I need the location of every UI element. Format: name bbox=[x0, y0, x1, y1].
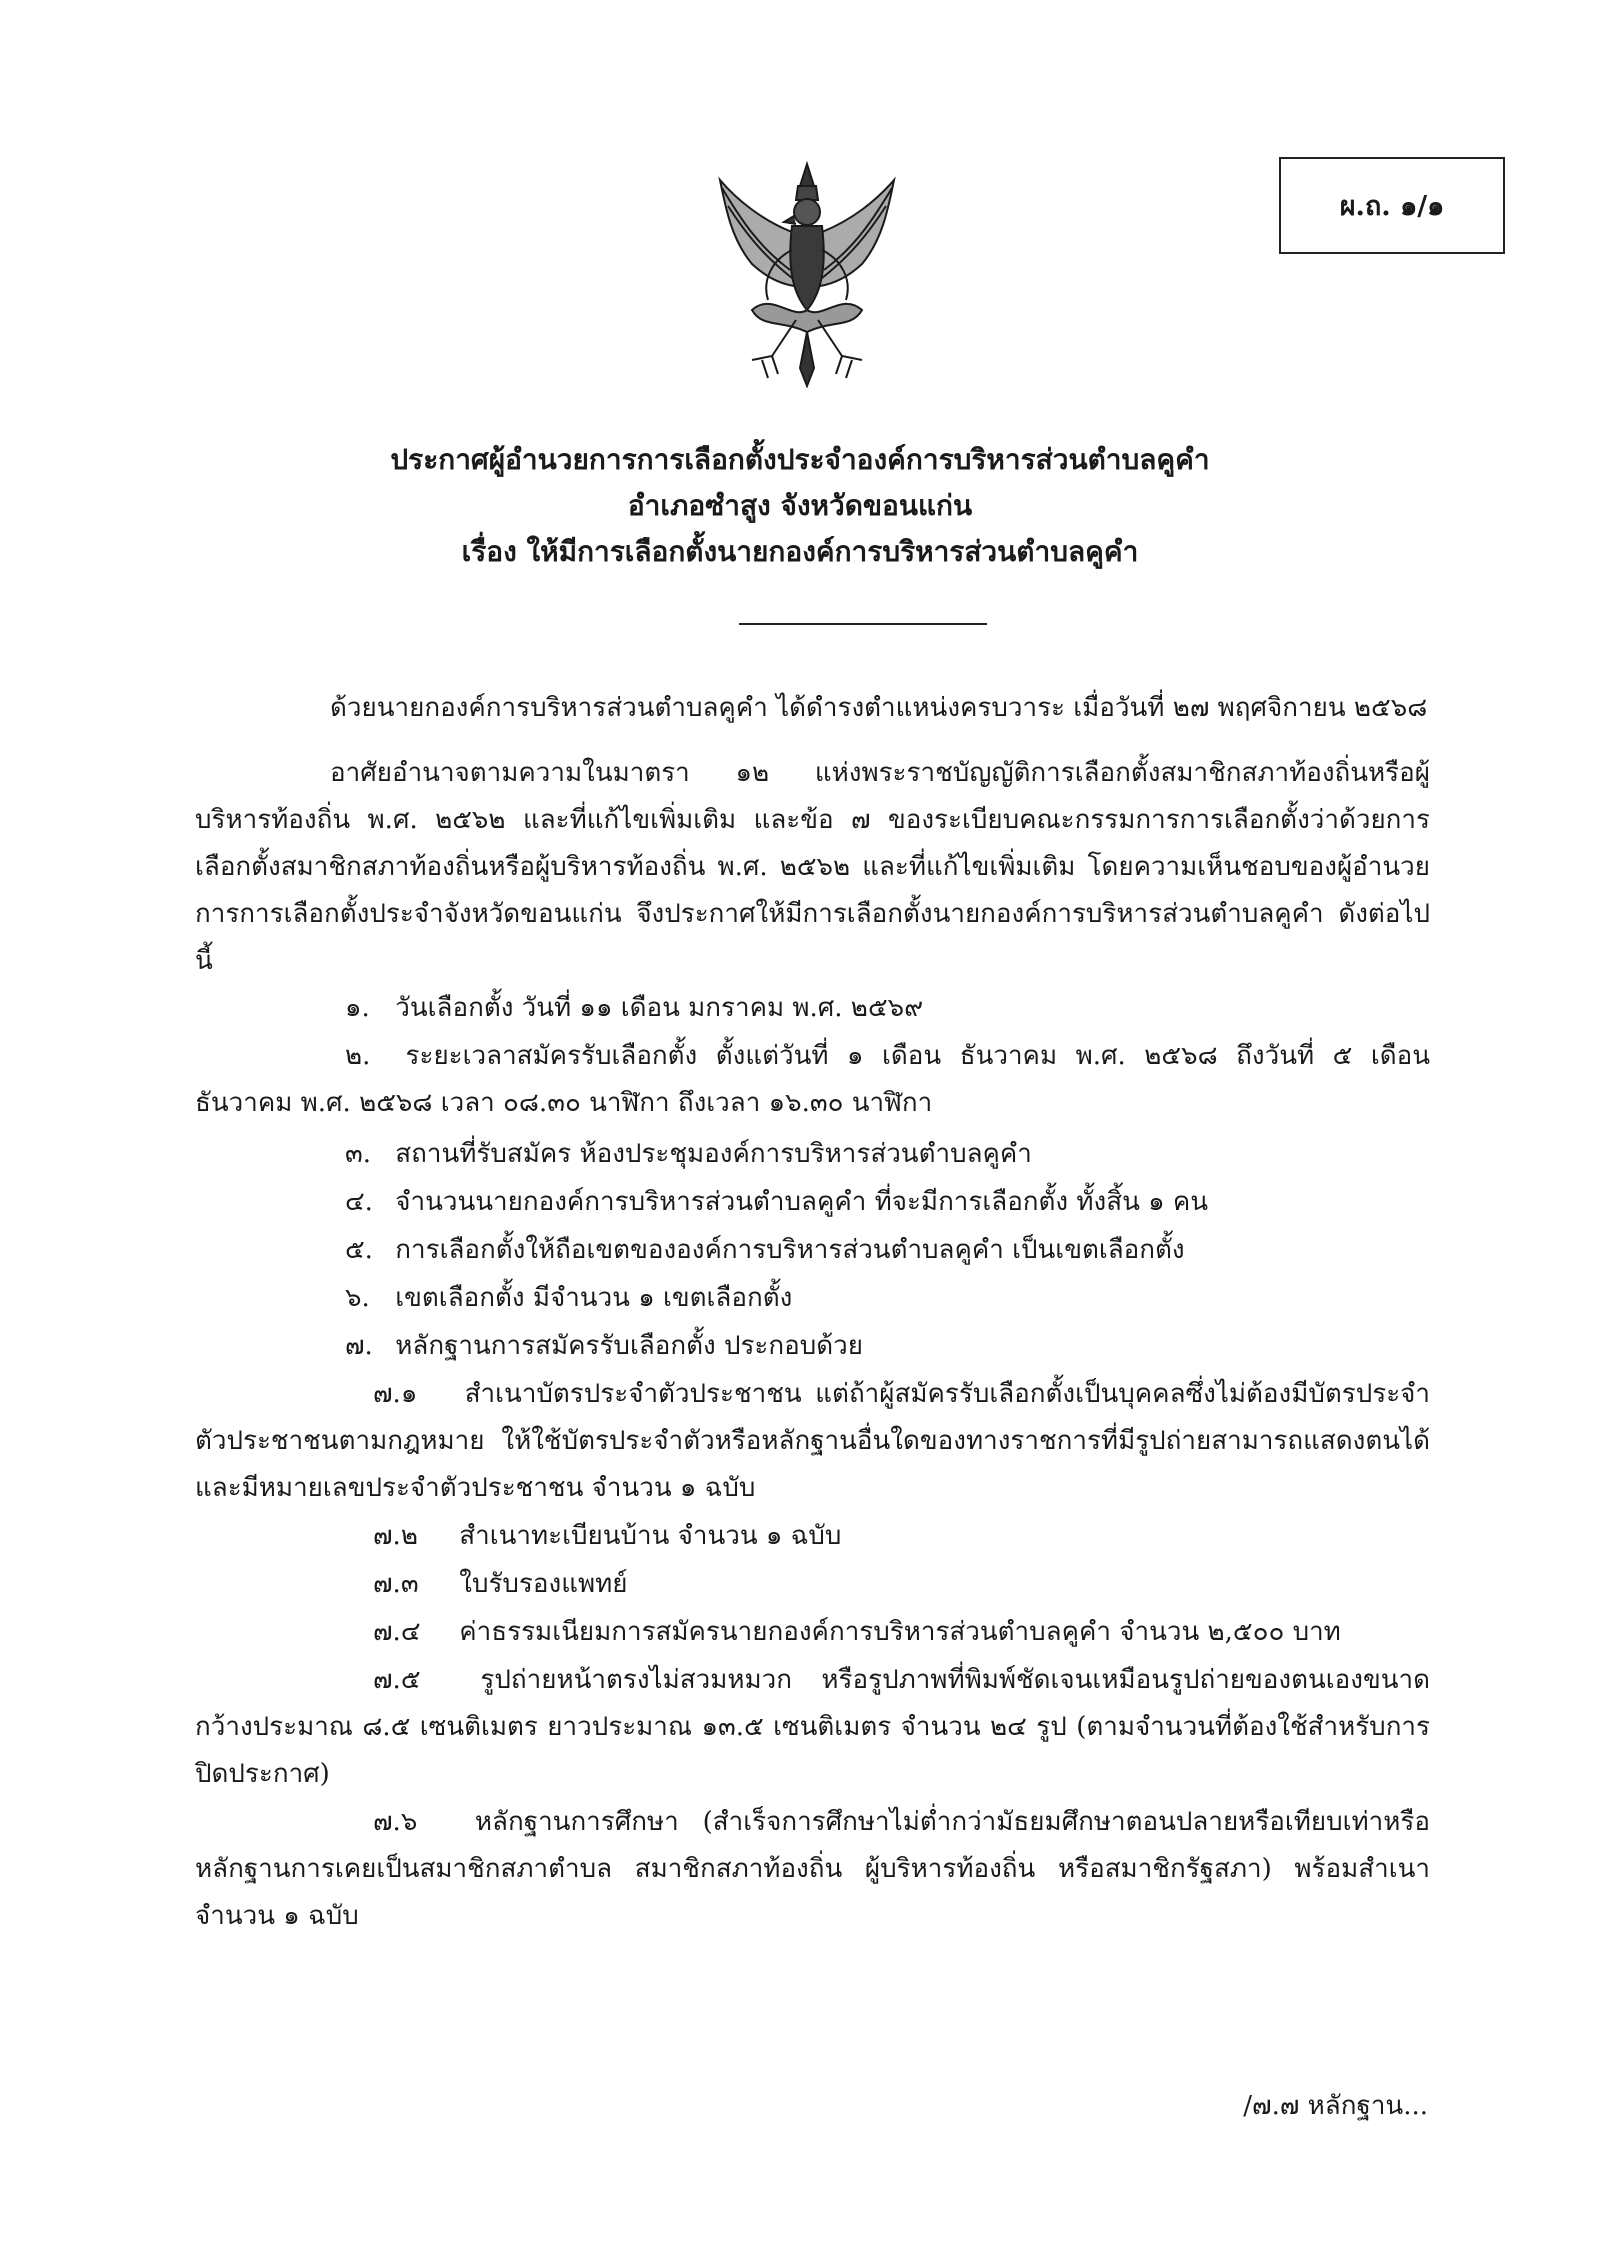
sub-list-item: ๗.๔ ค่าธรรมเนียมการสมัครนายกองค์การบริหารส่วนตำบลคูคำ จำนวน ๒,๕๐๐ บาท bbox=[373, 1617, 1341, 1647]
paragraph-1: ด้วยนายกองค์การบริหารส่วนตำบลคูคำ ได้ดำรงตำแหน่งครบวาระ เมื่อวันที่ ๒๗ พฤศจิกายน ๒๕๖๘ bbox=[330, 693, 1428, 723]
heading-line-2: อำเภอซำสูง จังหวัดขอนแก่น bbox=[627, 489, 973, 522]
heading-line-1: ประกาศผู้อำนวยการการเลือกตั้งประจำองค์การบริหารส่วนตำบลคูคำ bbox=[390, 443, 1210, 476]
list-item: ๕. การเลือกตั้งให้ถือเขตขององค์การบริหารส่วนตำบลคูคำ เป็นเขตเลือกตั้ง bbox=[345, 1235, 1185, 1265]
form-code: ผ.ถ. ๑/๑ bbox=[1339, 191, 1445, 222]
heading-line-3: เรื่อง ให้มีการเลือกตั้งนายกองค์การบริหารส่วนตำบลคูคำ bbox=[461, 535, 1139, 568]
list-item: ๗. หลักฐานการสมัครรับเลือกตั้ง ประกอบด้วย bbox=[345, 1331, 863, 1361]
sub-list-item: ๗.๖ หลักฐานการศึกษา (สำเร็จการศึกษาไม่ต่ำกว่ามัธยมศึกษาตอนปลายหรือเทียบเท่าหรือหลักฐานการเคยเป็นสมาชิกสภาตำบล สมาชิกสภาท้องถิ่น ผู้บริหารท้องถิ่น หรือสมาชิกรัฐสภา) พร้อมสำเนา จำนวน ๑ ฉบับ bbox=[195, 1807, 1430, 1931]
list-item: ๓. สถานที่รับสมัคร ห้องประชุมองค์การบริหารส่วนตำบลคูคำ bbox=[345, 1139, 1032, 1169]
heading-divider bbox=[739, 623, 987, 625]
sub-list-item: ๗.๕ รูปถ่ายหน้าตรงไม่สวมหมวก หรือรูปภาพที่พิมพ์ชัดเจนเหมือนรูปถ่ายของตนเองขนาดกว้างประมาณ ๘.๕ เซนติเมตร ยาวประมาณ ๑๓.๕ เซนติเมตร จำนวน ๒๔ รูป (ตามจำนวนที่ต้องใช้สำหรับการปิดประกาศ) bbox=[195, 1665, 1430, 1789]
paragraph-2: อาศัยอำนาจตามความในมาตรา ๑๒ แห่งพระราชบัญญัติการเลือกตั้งสมาชิกสภาท้องถิ่นหรือผู้บริหารท้องถิ่น พ.ศ. ๒๕๖๒ และที่แก้ไขเพิ่มเติม และข้อ ๗ ของระเบียบคณะกรรมการการเลือกตั้งว่าด้วยการเลือกตั้งสมาชิกสภาท้องถิ่นหรือผู้บริหารท้องถิ่น พ.ศ. ๒๕๖๒ และที่แก้ไขเพิ่มเติม โดยความเห็นชอบของผู้อำนวยการการเลือกตั้งประจำจังหวัดขอนแก่น จึงประกาศให้มีการเลือกตั้งนายกองค์การบริหารส่วนตำบลคูคำ ดังต่อไปนี้ bbox=[195, 758, 1430, 976]
list-item: ๒. ระยะเวลาสมัครรับเลือกตั้ง ตั้งแต่วันที่ ๑ เดือน ธันวาคม พ.ศ. ๒๕๖๘ ถึงวันที่ ๕ เดือน ธันวาคม พ.ศ. ๒๕๖๘ เวลา ๐๘.๓๐ นาฬิกา ถึงเวลา ๑๖.๓๐ นาฬิกา bbox=[195, 1041, 1430, 1118]
garuda-emblem-icon bbox=[712, 160, 902, 388]
list-item: ๖. เขตเลือกตั้ง มีจำนวน ๑ เขตเลือกตั้ง bbox=[345, 1283, 793, 1313]
announcement-body bbox=[195, 685, 1430, 1941]
sub-list-item: ๗.๓ ใบรับรองแพทย์ bbox=[373, 1569, 628, 1599]
sub-list-item: ๗.๑ สำเนาบัตรประจำตัวประชาชน แต่ถ้าผู้สมัครรับเลือกตั้งเป็นบุคคลซึ่งไม่ต้องมีบัตรประจำตัวประชาชนตามกฎหมาย ให้ใช้บัตรประจำตัวหรือหลักฐานอื่นใดของทางราชการที่มีรูปถ่ายสามารถแสดงตนได้และมีหมายเลขประจำตัวประชาชน จำนวน ๑ ฉบับ bbox=[195, 1379, 1431, 1503]
list-item: ๑. วันเลือกตั้ง วันที่ ๑๑ เดือน มกราคม พ.ศ. ๒๕๖๙ bbox=[345, 993, 924, 1023]
continuation-note: /๗.๗ หลักฐาน... bbox=[1243, 2091, 1428, 2121]
list-item: ๔. จำนวนนายกองค์การบริหารส่วนตำบลคูคำ ที่จะมีการเลือกตั้ง ทั้งสิ้น ๑ คน bbox=[345, 1187, 1209, 1217]
sub-list-item: ๗.๒ สำเนาทะเบียนบ้าน จำนวน ๑ ฉบับ bbox=[373, 1521, 842, 1551]
form-code-box bbox=[1279, 157, 1505, 254]
